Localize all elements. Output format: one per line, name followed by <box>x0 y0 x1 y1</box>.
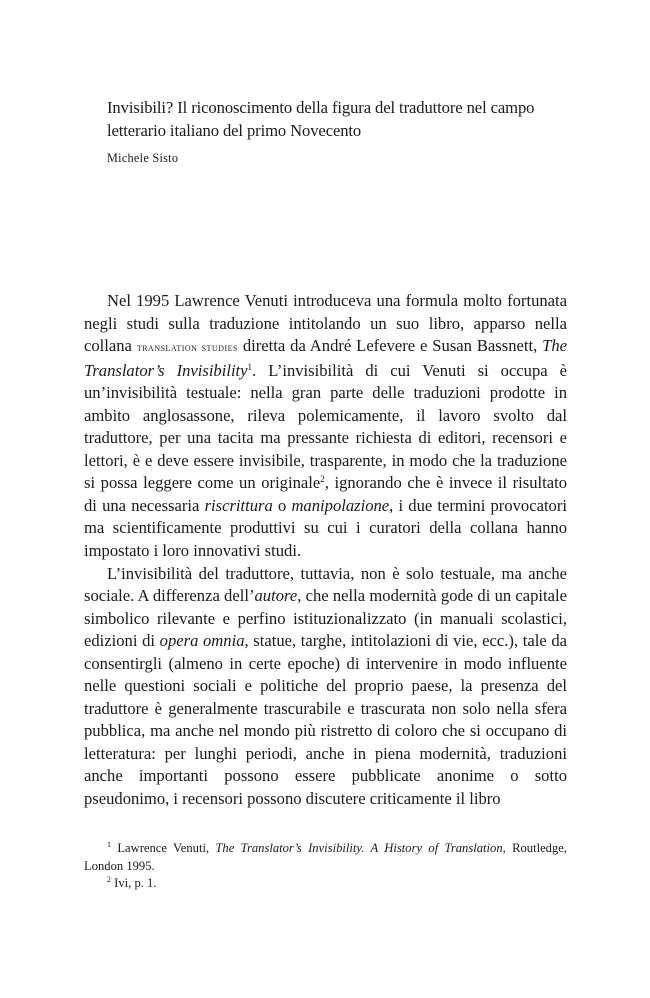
footnote-1-text-b: , Routledge, London 1995. <box>84 841 568 873</box>
paragraph-1 <box>84 290 567 563</box>
p2-text-c: , statue, targhe, intitolazioni di vie, ecc.), tale da consentirgli (almeno in certe epoche) di intervenire in modo influente nelle questioni sociali e politiche del proprio paese, la presenza del traduttore è generalmente trascurabile e trascurata non solo nella sfera pubblica, ma anche nel mondo più ristretto di coloro che si occupano di letteratura: per lunghi periodi, anche in piena modernità, traduzioni anche importanti possono essere pubblicate anonime o sotto pseudonimo, i recensori possono discutere criticamente il libro <box>84 631 568 809</box>
footnotes <box>84 840 567 893</box>
p1-text-b: diretta da André Lefevere e Susan Bassnett, <box>237 336 543 356</box>
p1-text-c: . L’invisibilità di cui Venuti si occupa è un’invisibilità testuale: nella gran parte delle traduzioni prodotte in ambito anglosassone, rileva polemicamente, il lavoro svolto dal traduttore, per una tacita ma pressante richiesta di editori, recensori e lettori, è e deve essere invisibile, trasparente, in modo che la traduzione si possa leggere come un originale <box>84 360 568 493</box>
author-name: Michele Sisto <box>107 151 179 165</box>
p1-text-f: , i due termini provocatori ma scientificamente produttivi su cui i curatori della collana hanno impostato i loro innovativi studi. <box>84 495 567 561</box>
footnote-2-text: Ivi, p. 1. <box>114 876 157 890</box>
book-title: The Translator’s Invisibility <box>84 336 568 380</box>
paragraph-2 <box>84 563 567 811</box>
term-riscrittura: riscrittura <box>204 495 273 515</box>
body-text <box>84 290 567 811</box>
term-opera-omnia: opera omnia <box>159 631 245 651</box>
footnote-2 <box>84 875 567 893</box>
p1-text-d: , ignorando che è invece il risultato di una necessaria <box>84 473 568 515</box>
footnote-number: 2 <box>107 875 111 884</box>
footnote-1-text-a: Lawrence Venuti, <box>117 841 216 855</box>
term-autore: autore <box>254 586 298 606</box>
p2-text-b: , che nella modernità gode di un capitale simbolico rilevante e perfino istituzionalizzato (in manuali scolastici, edizioni di <box>84 586 567 651</box>
p2-text-a: L’invisibilità del traduttore, tuttavia, non è solo testuale, ma anche sociale. A differenza dell’ <box>84 563 567 606</box>
footnote-1 <box>84 840 567 875</box>
article-title: Invisibili? Il riconoscimento della figura del traduttore nel campo letterario italiano del primo Novecento <box>107 98 535 140</box>
footnote-ref-2: 2 <box>320 474 325 485</box>
p1-text-e: o <box>272 495 292 515</box>
p1-text-a: Nel 1995 Lawrence Venuti introduceva una formula molto fortunata negli studi sulla traduzione intitolando un suo libro, apparso nella collana <box>84 291 567 356</box>
term-manipolazione: manipolazione <box>291 495 390 515</box>
footnote-number: 1 <box>107 840 111 849</box>
footnote-1-book-title: The Translator’s Invisibility. A History of Translation <box>215 841 503 855</box>
footnote-ref-1: 1 <box>247 361 253 372</box>
series-name: translation studies <box>136 342 238 355</box>
